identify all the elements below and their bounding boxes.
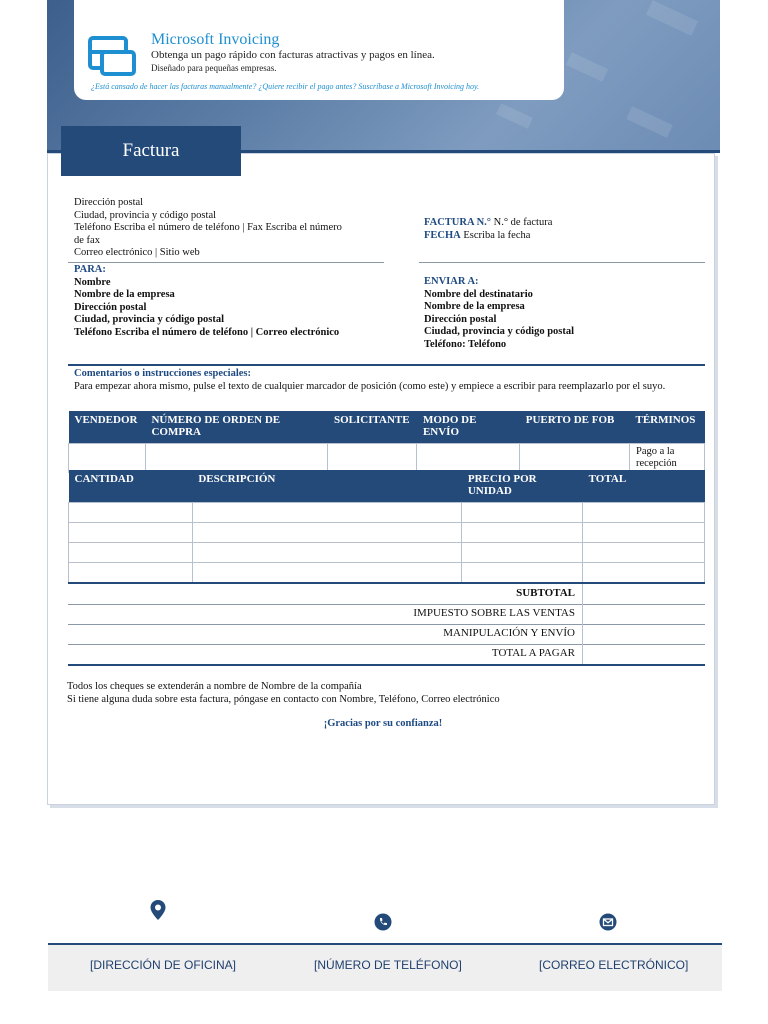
col-fob: PUERTO DE FOB [520, 411, 630, 443]
line-total-cell[interactable] [583, 502, 705, 522]
ship-to-block [424, 276, 704, 351]
comments-block [74, 368, 699, 393]
bill-to-company[interactable]: Nombre de la empresa [74, 289, 175, 300]
invoice-title: Factura [61, 126, 241, 176]
table-row [69, 542, 705, 562]
col-terms: TÉRMINOS [629, 411, 704, 443]
sender-block [74, 197, 384, 260]
bill-to-contact[interactable]: Teléfono Escriba el número de teléfono | Correo electrónico [74, 326, 340, 338]
requester-cell[interactable] [328, 443, 417, 472]
line-total-cell[interactable] [583, 562, 705, 582]
sender-city: Ciudad, provincia y código postal [74, 209, 217, 221]
order-row [69, 443, 705, 472]
tax-label: IMPUESTO SOBRE LAS VENTAS [413, 607, 575, 619]
quantity-cell[interactable] [69, 522, 193, 542]
total-due-label: TOTAL A PAGAR [491, 647, 575, 659]
ship-to-label: ENVIAR A: [424, 276, 479, 287]
quantity-cell[interactable] [69, 502, 193, 522]
sender-address: Dirección postal [74, 197, 144, 208]
table-row [69, 522, 705, 542]
description-cell[interactable] [192, 542, 462, 562]
location-icon [149, 899, 167, 921]
col-line-total: TOTAL [583, 470, 705, 502]
fob-cell[interactable] [520, 443, 630, 472]
unit-price-cell[interactable] [462, 502, 583, 522]
items-header-row [69, 470, 705, 502]
sender-phone: Teléfono Escriba el número de teléfono | Fax Escriba el número [74, 222, 342, 233]
invoice-date-label: FECHA [424, 229, 461, 241]
ship-to-city[interactable]: Ciudad, provincia y código postal [424, 326, 575, 337]
bill-to-address[interactable]: Dirección postal [74, 301, 147, 313]
email-icon [599, 913, 617, 931]
order-info-table [68, 411, 705, 473]
salesperson-cell[interactable] [69, 443, 146, 472]
contact-note-line[interactable]: Si tiene alguna duda sobre esta factura, póngase en contacto con Nombre, Teléfono, Correo electrónico [67, 693, 500, 705]
invoice-number-value[interactable]: N.° de factura [493, 217, 553, 228]
table-row [69, 562, 705, 582]
promo-card[interactable] [74, 0, 564, 100]
tax-value[interactable] [582, 604, 705, 624]
subtotal-row [68, 584, 705, 605]
terms-cell[interactable]: Pago a la recepción [629, 443, 704, 472]
tax-row [68, 604, 705, 625]
col-unit-price: PRECIO POR UNIDAD [462, 470, 583, 502]
line-total-cell[interactable] [583, 522, 705, 542]
ship-to-phone[interactable]: Teléfono: Teléfono [424, 338, 507, 350]
divider [68, 262, 384, 263]
invoice-number-label: FACTURA N.° [424, 217, 492, 228]
invoicing-logo-icon [88, 36, 136, 76]
col-requester: SOLICITANTE [328, 411, 417, 443]
divider [419, 262, 705, 263]
phone-icon [374, 913, 392, 931]
footer-office-address[interactable]: [DIRECCIÓN DE OFICINA] [90, 958, 237, 972]
bill-to-name[interactable]: Nombre [74, 276, 111, 288]
description-cell[interactable] [192, 522, 462, 542]
line-items-table [68, 470, 705, 583]
invoice-meta [424, 217, 704, 242]
col-ship-via: MODO DE ENVÍO [417, 411, 520, 443]
footer [48, 943, 722, 991]
subtotal-label: SUBTOTAL [516, 587, 575, 599]
ship-to-address[interactable]: Dirección postal [424, 313, 497, 325]
promo-subtitle: Diseñado para pequeñas empresas. [151, 63, 277, 73]
col-description: DESCRIPCIÓN [192, 470, 462, 502]
comments-label: Comentarios o instrucciones especiales: [74, 368, 252, 379]
ship-to-name[interactable]: Nombre del destinatario [424, 288, 533, 300]
quantity-cell[interactable] [69, 542, 193, 562]
invoice-date-value[interactable]: Escriba la fecha [463, 229, 531, 241]
total-due-value[interactable] [582, 644, 705, 664]
ship-via-cell[interactable] [417, 443, 520, 472]
description-cell[interactable] [192, 502, 462, 522]
section-rule [68, 364, 705, 366]
ship-to-company[interactable]: Nombre de la empresa [424, 301, 525, 312]
col-po-number: NÚMERO DE ORDEN DE COMPRA [145, 411, 327, 443]
shipping-row [68, 624, 705, 645]
comments-text[interactable]: Para empezar ahora mismo, pulse el texto de cualquier marcador de posición (como este) y empiece a escribir para reemplazarlo por el suyo. [74, 380, 666, 392]
promo-title[interactable]: Microsoft Invoicing [151, 31, 280, 48]
payment-notes [67, 681, 707, 706]
payment-note-line[interactable]: Todos los cheques se extenderán a nombre de Nombre de la compañía [67, 681, 362, 692]
description-cell[interactable] [192, 562, 462, 582]
sender-email: Correo electrónico | Sitio web [74, 247, 200, 258]
subtotal-value[interactable] [582, 584, 705, 604]
col-quantity: CANTIDAD [69, 470, 193, 502]
unit-price-cell[interactable] [462, 522, 583, 542]
shipping-label: MANIPULACIÓN Y ENVÍO [443, 627, 575, 639]
line-total-cell[interactable] [583, 542, 705, 562]
unit-price-cell[interactable] [462, 542, 583, 562]
col-salesperson: VENDEDOR [69, 411, 146, 443]
thank-you-message: ¡Gracias por su confianza! [323, 718, 443, 729]
po-number-cell[interactable] [145, 443, 327, 472]
sender-fax: de fax [74, 234, 100, 246]
bill-to-label: PARA: [74, 264, 106, 275]
total-due-row [68, 644, 705, 666]
promo-link[interactable]: ¿Está cansado de hacer las facturas manualmente? ¿Quiere recibir el pago antes? Suscríbase a Microsoft Invoicing hoy. [91, 82, 480, 91]
unit-price-cell[interactable] [462, 562, 583, 582]
order-header-row [69, 411, 705, 443]
bill-to-city[interactable]: Ciudad, provincia y código postal [74, 314, 225, 325]
footer-phone-number[interactable]: [NÚMERO DE TELÉFONO] [314, 958, 462, 972]
table-row [69, 502, 705, 522]
quantity-cell[interactable] [69, 562, 193, 582]
shipping-value[interactable] [582, 624, 705, 644]
promo-tagline: Obtenga un pago rápido con facturas atractivas y pagos en línea. [151, 49, 435, 61]
bill-to-block [74, 264, 404, 339]
footer-email-address[interactable]: [CORREO ELECTRÓNICO] [539, 958, 689, 972]
